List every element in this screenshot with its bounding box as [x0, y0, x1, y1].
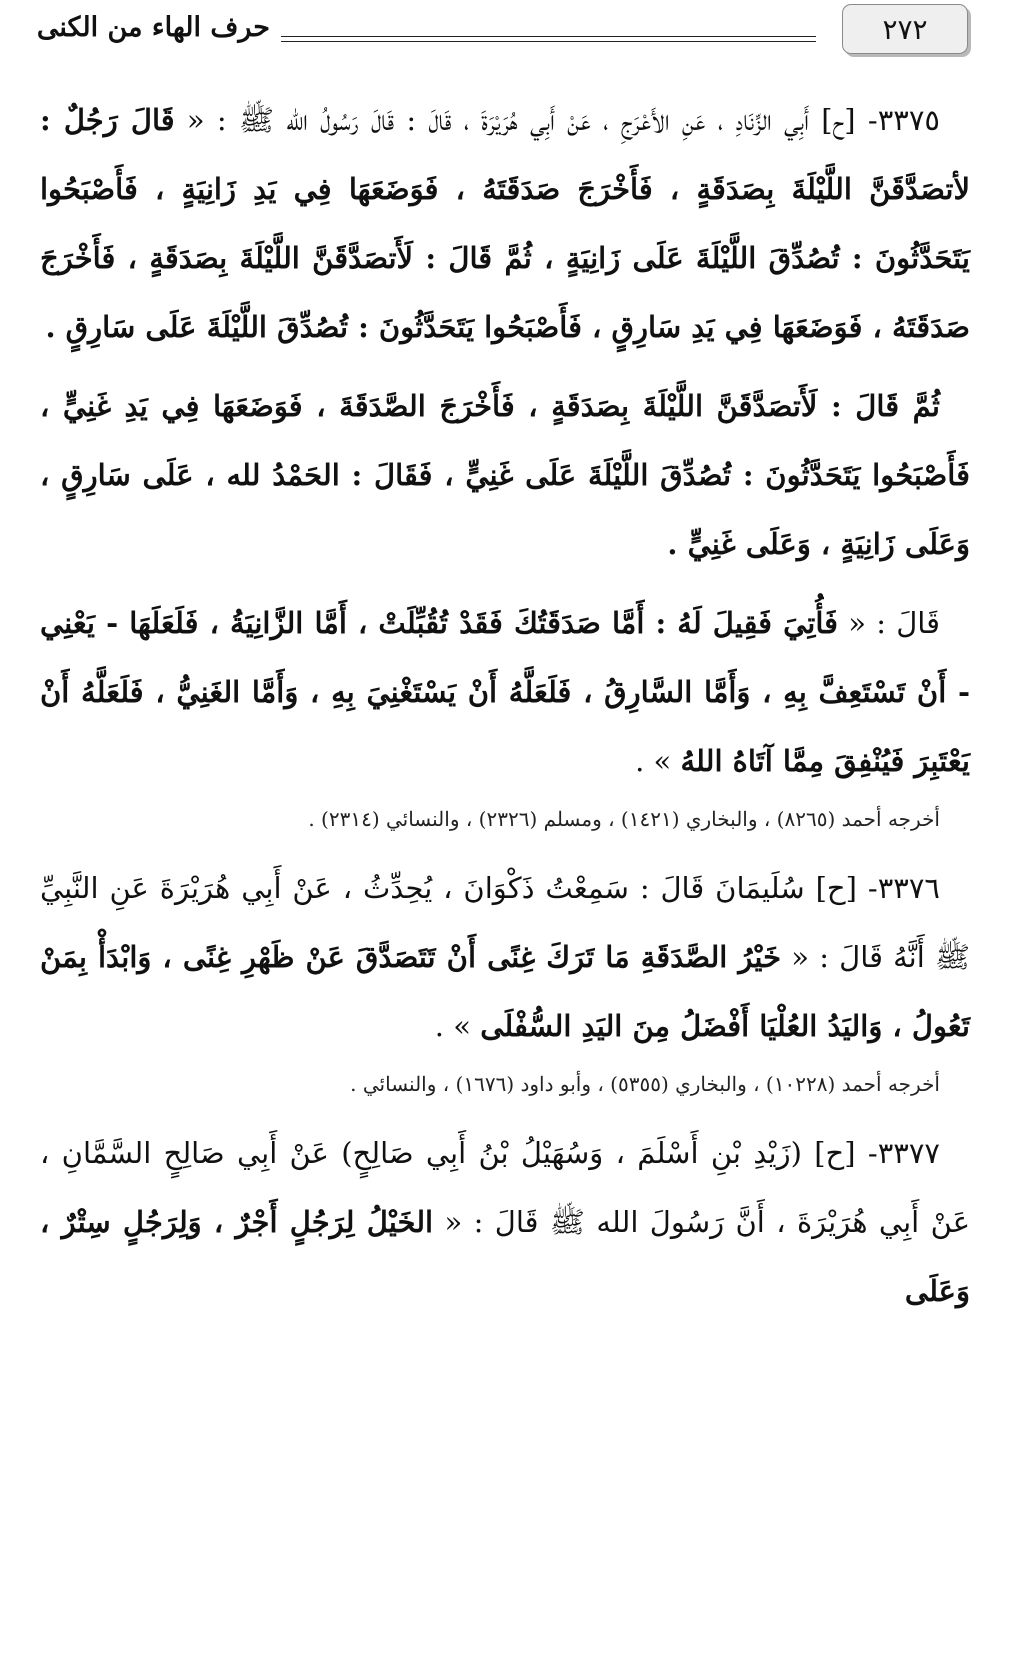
takhrij-note: أخرجه أحمد (٨٢٦٥) ، والبخاري (١٤٢١) ، ومسلم (٢٣٢٦) ، والنسائي (٢٣١٤) .	[308, 807, 940, 831]
hadith-matn: خَيْرُ الصَّدَقَةِ مَا تَرَكَ غِنًى أَنْ تَتَصَدَّقَ عَنْ ظَهْرِ غِنًى ، وَابْدَأْ بِمَنْ تَعُولُ ، وَاليَدُ العُلْيَا أَفْضَلُ مِنَ اليَدِ السُّفْلَى	[40, 940, 970, 1043]
page-header	[0, 0, 1010, 64]
hadith-paragraph	[40, 1119, 970, 1326]
hadith-paragraph	[40, 86, 970, 362]
hadith-number: ٣٣٧٦-	[867, 871, 940, 905]
page-number: ٢٧٢	[882, 12, 928, 46]
hadith-matn: فَأُتِيَ فَقِيلَ لَهُ : أَمَّا صَدَقَتُكَ فَقَدْ تُقُبِّلَتْ ، أَمَّا الزَّانِيَةُ ، فَلَعَلَهَا - يَعْنِي - أَنْ تَسْتَعِفَّ بِهِ ، وَأَمَّا السَّارِقُ ، فَلَعَلَّهُ أَنْ يَسْتَغْنِيَ بِهِ ، وَأَمَّا الغَنِيُّ ، فَلَعَلَّهُ أَنْ يَعْتَبِرَ فَيُنْفِقَ مِمَّا آتَاهُ اللهُ	[40, 606, 970, 778]
speech-intro: قَالَ : «	[848, 606, 941, 640]
hadith-isnad: [ح] سُلَيمَانَ قَالَ : سَمِعْتُ ذَكْوَانَ ، يُحِدِّثُ ، عَنْ أَبِي هُرَيْرَةَ عَنِ النَّبِيِّ ﷺ أَنَّهُ قَالَ : «	[40, 871, 970, 974]
takhrij-note: أخرجه أحمد (١٠٢٢٨) ، والبخاري (٥٣٥٥) ، وأبو داود (١٦٧٦) ، والنسائي .	[350, 1072, 940, 1096]
hadith-matn: قَالَ رَجُلٌ : لأتصَدَّقَنَّ اللَّيْلَةَ بِصَدَقَةٍ ، فَأَخْرَجَ صَدَقَتَهُ ، فَوَضَعَهَا فِي يَدِ زَانِيَةٍ ، فَأَصْبَحُوا يَتَحَدَّثُونَ : تُصُدِّقَ اللَّيْلَةَ عَلَى زَانِيَةٍ ، ثُمَّ قَالَ : لَأَتصَدَّقَنَّ اللَّيْلَةَ بِصَدَقَةٍ ، فَأَخْرَجَ صَدَقَتَهُ ، فَوَضَعَهَا فِي يَدِ سَارِقٍ ، فَأَصْبَحُوا يَتَحَدَّثُونَ : تُصُدِّقَ اللَّيْلَةَ عَلَى سَارِقٍ .	[40, 103, 970, 344]
hadith-matn: ثُمَّ قَالَ : لَأَتصَدَّقَنَّ اللَّيْلَةَ بِصَدَقَةٍ ، فَأَخْرَجَ الصَّدَقَةَ ، فَوَضَعَهَا فِي يَدِ غَنِيٍّ ، فَأَصْبَحُوا يَتَحَدَّثُونَ : تُصُدِّقَ اللَّيْلَةَ عَلَى غَنِيٍّ ، فَقَالَ : الحَمْدُ لله ، عَلَى سَارِقٍ ، وَعَلَى زَانِيَةٍ ، وَعَلَى غَنِيٍّ .	[40, 389, 970, 561]
page-body	[40, 86, 970, 1326]
header-rule	[281, 36, 816, 42]
hadith-paragraph	[40, 372, 970, 579]
hadith-isnad: [ح] (زَيْدِ بْنِ أَسْلَمَ ، وَسُهَيْلُ بْنُ أَبِي صَالِحٍ) عَنْ أَبِي صَالِحٍ السَّمَّانِ ، عَنْ أَبِي هُرَيْرَةَ ، أَنَّ رَسُولَ الله ﷺ قَالَ : «	[40, 1136, 970, 1239]
hadith-paragraph	[40, 589, 970, 796]
hadith-number: ٣٣٧٥-	[867, 103, 941, 137]
hadith-3375	[40, 86, 970, 796]
hadith-paragraph	[40, 854, 970, 1061]
hadith-isnad: [ح] أَبِي الزِّنَادِ ، عَنِ الأَعْرَجِ ، عَنْ أَبِي هُرَيْرَةَ ، قَالَ : قَالَ رَسُولُ الله ﷺ : «	[186, 103, 856, 137]
hadith-number: ٣٣٧٧-	[867, 1136, 940, 1170]
speech-close: » .	[434, 1009, 471, 1043]
hadith-3377	[40, 1119, 970, 1326]
running-title: حرف الهاء من الكنى	[36, 12, 270, 43]
hadith-3376	[40, 854, 970, 1061]
speech-close: » .	[635, 744, 672, 778]
page-number-box	[842, 4, 968, 54]
hadith-matn: الخَيْلُ لِرَجُلٍ أَجْرٌ ، وَلِرَجُلٍ سِتْرٌ ، وَعَلَى	[40, 1205, 970, 1308]
